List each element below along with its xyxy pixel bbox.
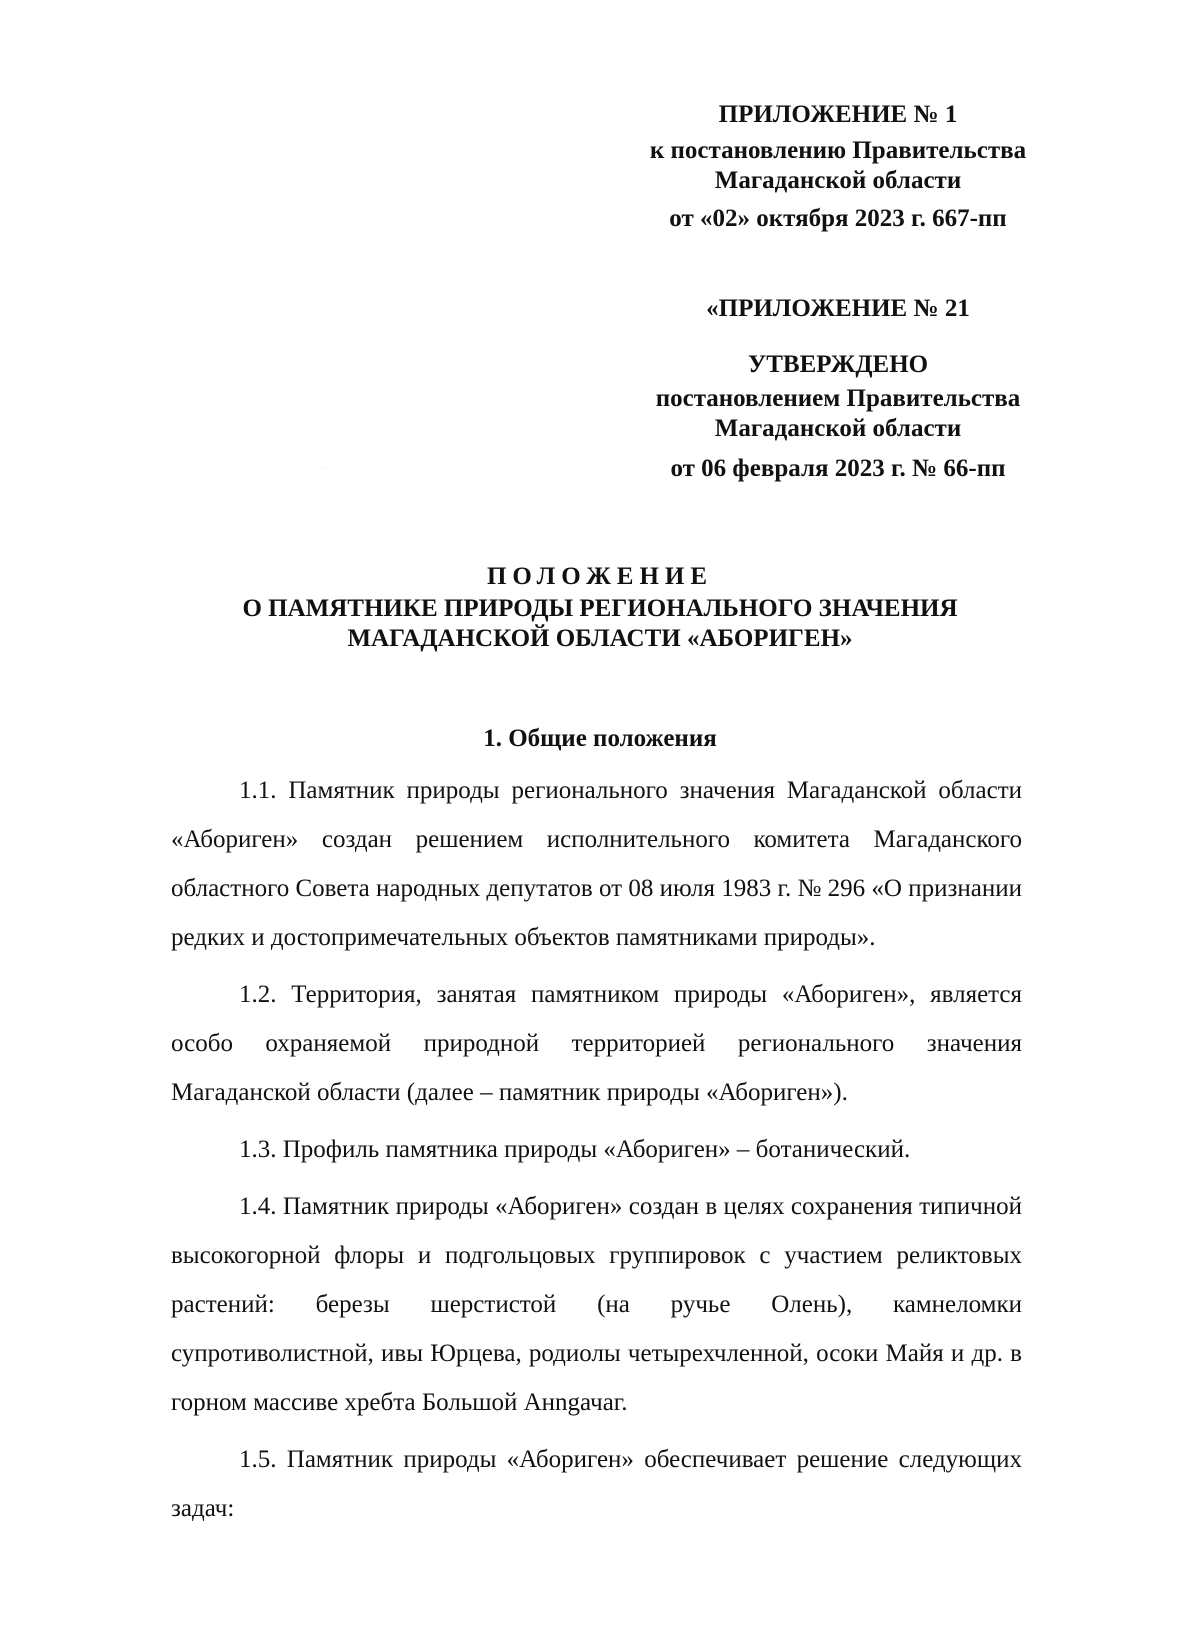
paragraph-1-3: 1.3. Профиль памятника природы «Абориген» – ботанический. (239, 1136, 911, 1163)
paragraph-1-2: 1.2. Территория, занятая памятником природы «Абориген», является особо охраняемой природной территорией регионального значения Магаданской области (далее – памятник природы «Абориген»). (171, 981, 1022, 1106)
annex-1-date: от «02» октября 2023 г. 667-пп (669, 205, 1007, 232)
annex-1-title: ПРИЛОЖЕНИЕ № 1 (718, 101, 958, 128)
annex-1-reference (618, 136, 1058, 196)
paragraph-1-5: 1.5. Памятник природы «Абориген» обеспечивает решение следующих задач: (171, 1446, 1022, 1522)
document-heading (170, 560, 1030, 654)
annex-21-reference (618, 384, 1058, 444)
annex-21-date: от 06 февраля 2023 г. № 66-пп (670, 455, 1006, 482)
annex-1-reference-line-1: к постановлению Правительства (649, 137, 1027, 164)
document-subtitle-line-1: О ПАМЯТНИКЕ ПРИРОДЫ РЕГИОНАЛЬНОГО ЗНАЧЕНИЯ (242, 595, 958, 622)
document-subtitle-line-2: МАГАДАНСКОЙ ОБЛАСТИ «АБОРИГЕН» (347, 625, 853, 652)
section-1-title: 1. Общие положения (483, 725, 717, 752)
document-title: ПОЛОЖЕНИЕ (486, 563, 714, 590)
annex-21-reference-line-1: постановлением Правительства (655, 385, 1021, 412)
annex-21-title: «ПРИЛОЖЕНИЕ № 21 (706, 295, 970, 322)
annex-21-header (618, 292, 1058, 486)
section-1-body (171, 766, 1022, 1541)
annex-1-reference-line-2: Магаданской области (714, 167, 962, 194)
approved-stamp-text: УТВЕРЖДЕНО (747, 351, 929, 378)
annex-21-reference-line-2: Магаданской области (714, 415, 962, 442)
scan-artifact (322, 468, 323, 469)
paragraph-1-4: 1.4. Памятник природы «Абориген» создан в целях сохранения типичной высокогорной флоры и подгольцовых группировок с участием реликтовых растений: березы шерстистой (на ручье Олень), камнеломки супротиволистной, ивы Юрцева, родиолы четырехчленной, осоки Майя и др. в горном массиве хребта Большой Анngачаг. (171, 1193, 1022, 1416)
annex-1-header (618, 98, 1058, 236)
paragraph-1-1: 1.1. Памятник природы регионального значения Магаданской области «Абориген» создан решением исполнительного комитета Магаданского областного Совета народных депутатов от 08 июля 1983 г. № 296 «О признании редких и достопримечательных объектов памятниками природы». (171, 777, 1022, 951)
